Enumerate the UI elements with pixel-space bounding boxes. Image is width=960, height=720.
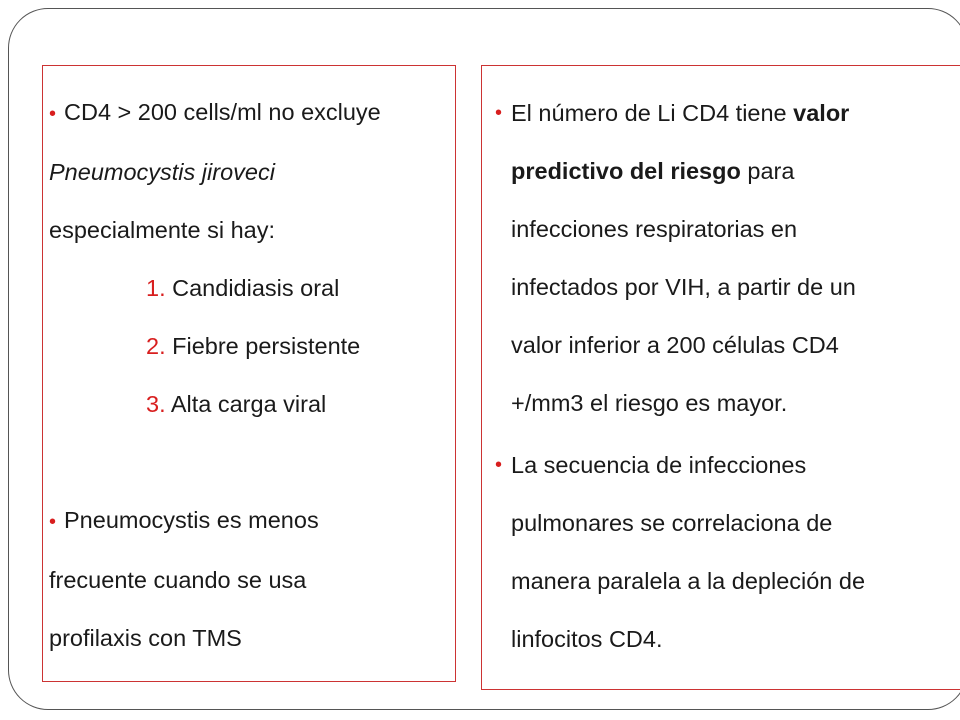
bullet-icon: • bbox=[495, 102, 503, 124]
bullet-icon: • bbox=[49, 103, 57, 125]
right-text-box bbox=[481, 65, 960, 690]
bullet-icon: • bbox=[49, 511, 57, 533]
right-paragraph-2: • La secuencia de infecciones pulmonares se correlaciona de manera paralela a la depleción de linfocitos CD4. bbox=[495, 436, 952, 668]
left-p2-line3: profilaxis con TMS bbox=[49, 625, 242, 651]
left-p2-line2: frecuente cuando se usa bbox=[49, 567, 307, 593]
left-p1-line2: Pneumocystis jiroveci bbox=[49, 159, 275, 185]
left-p1-line1: • CD4 > 200 cells/ml no excluye bbox=[49, 83, 445, 143]
list-item: 3. Alta carga viral bbox=[146, 391, 327, 417]
left-p2-line1: • Pneumocystis es menos bbox=[49, 491, 445, 551]
bullet-icon: • bbox=[495, 454, 503, 476]
list-item: 1. Candidiasis oral bbox=[146, 275, 340, 301]
left-text-box bbox=[42, 65, 456, 682]
left-p1-line3: especialmente si hay: bbox=[49, 217, 275, 243]
list-item: 2. Fiebre persistente bbox=[146, 333, 361, 359]
right-paragraph-1: • El número de Li CD4 tiene valor predictivo del riesgo para infecciones respiratorias en infectados por VIH, a partir de un valor inferior a 200 células CD4 +/mm3 el riesgo es mayor. bbox=[495, 84, 952, 432]
symptom-list bbox=[49, 259, 445, 433]
